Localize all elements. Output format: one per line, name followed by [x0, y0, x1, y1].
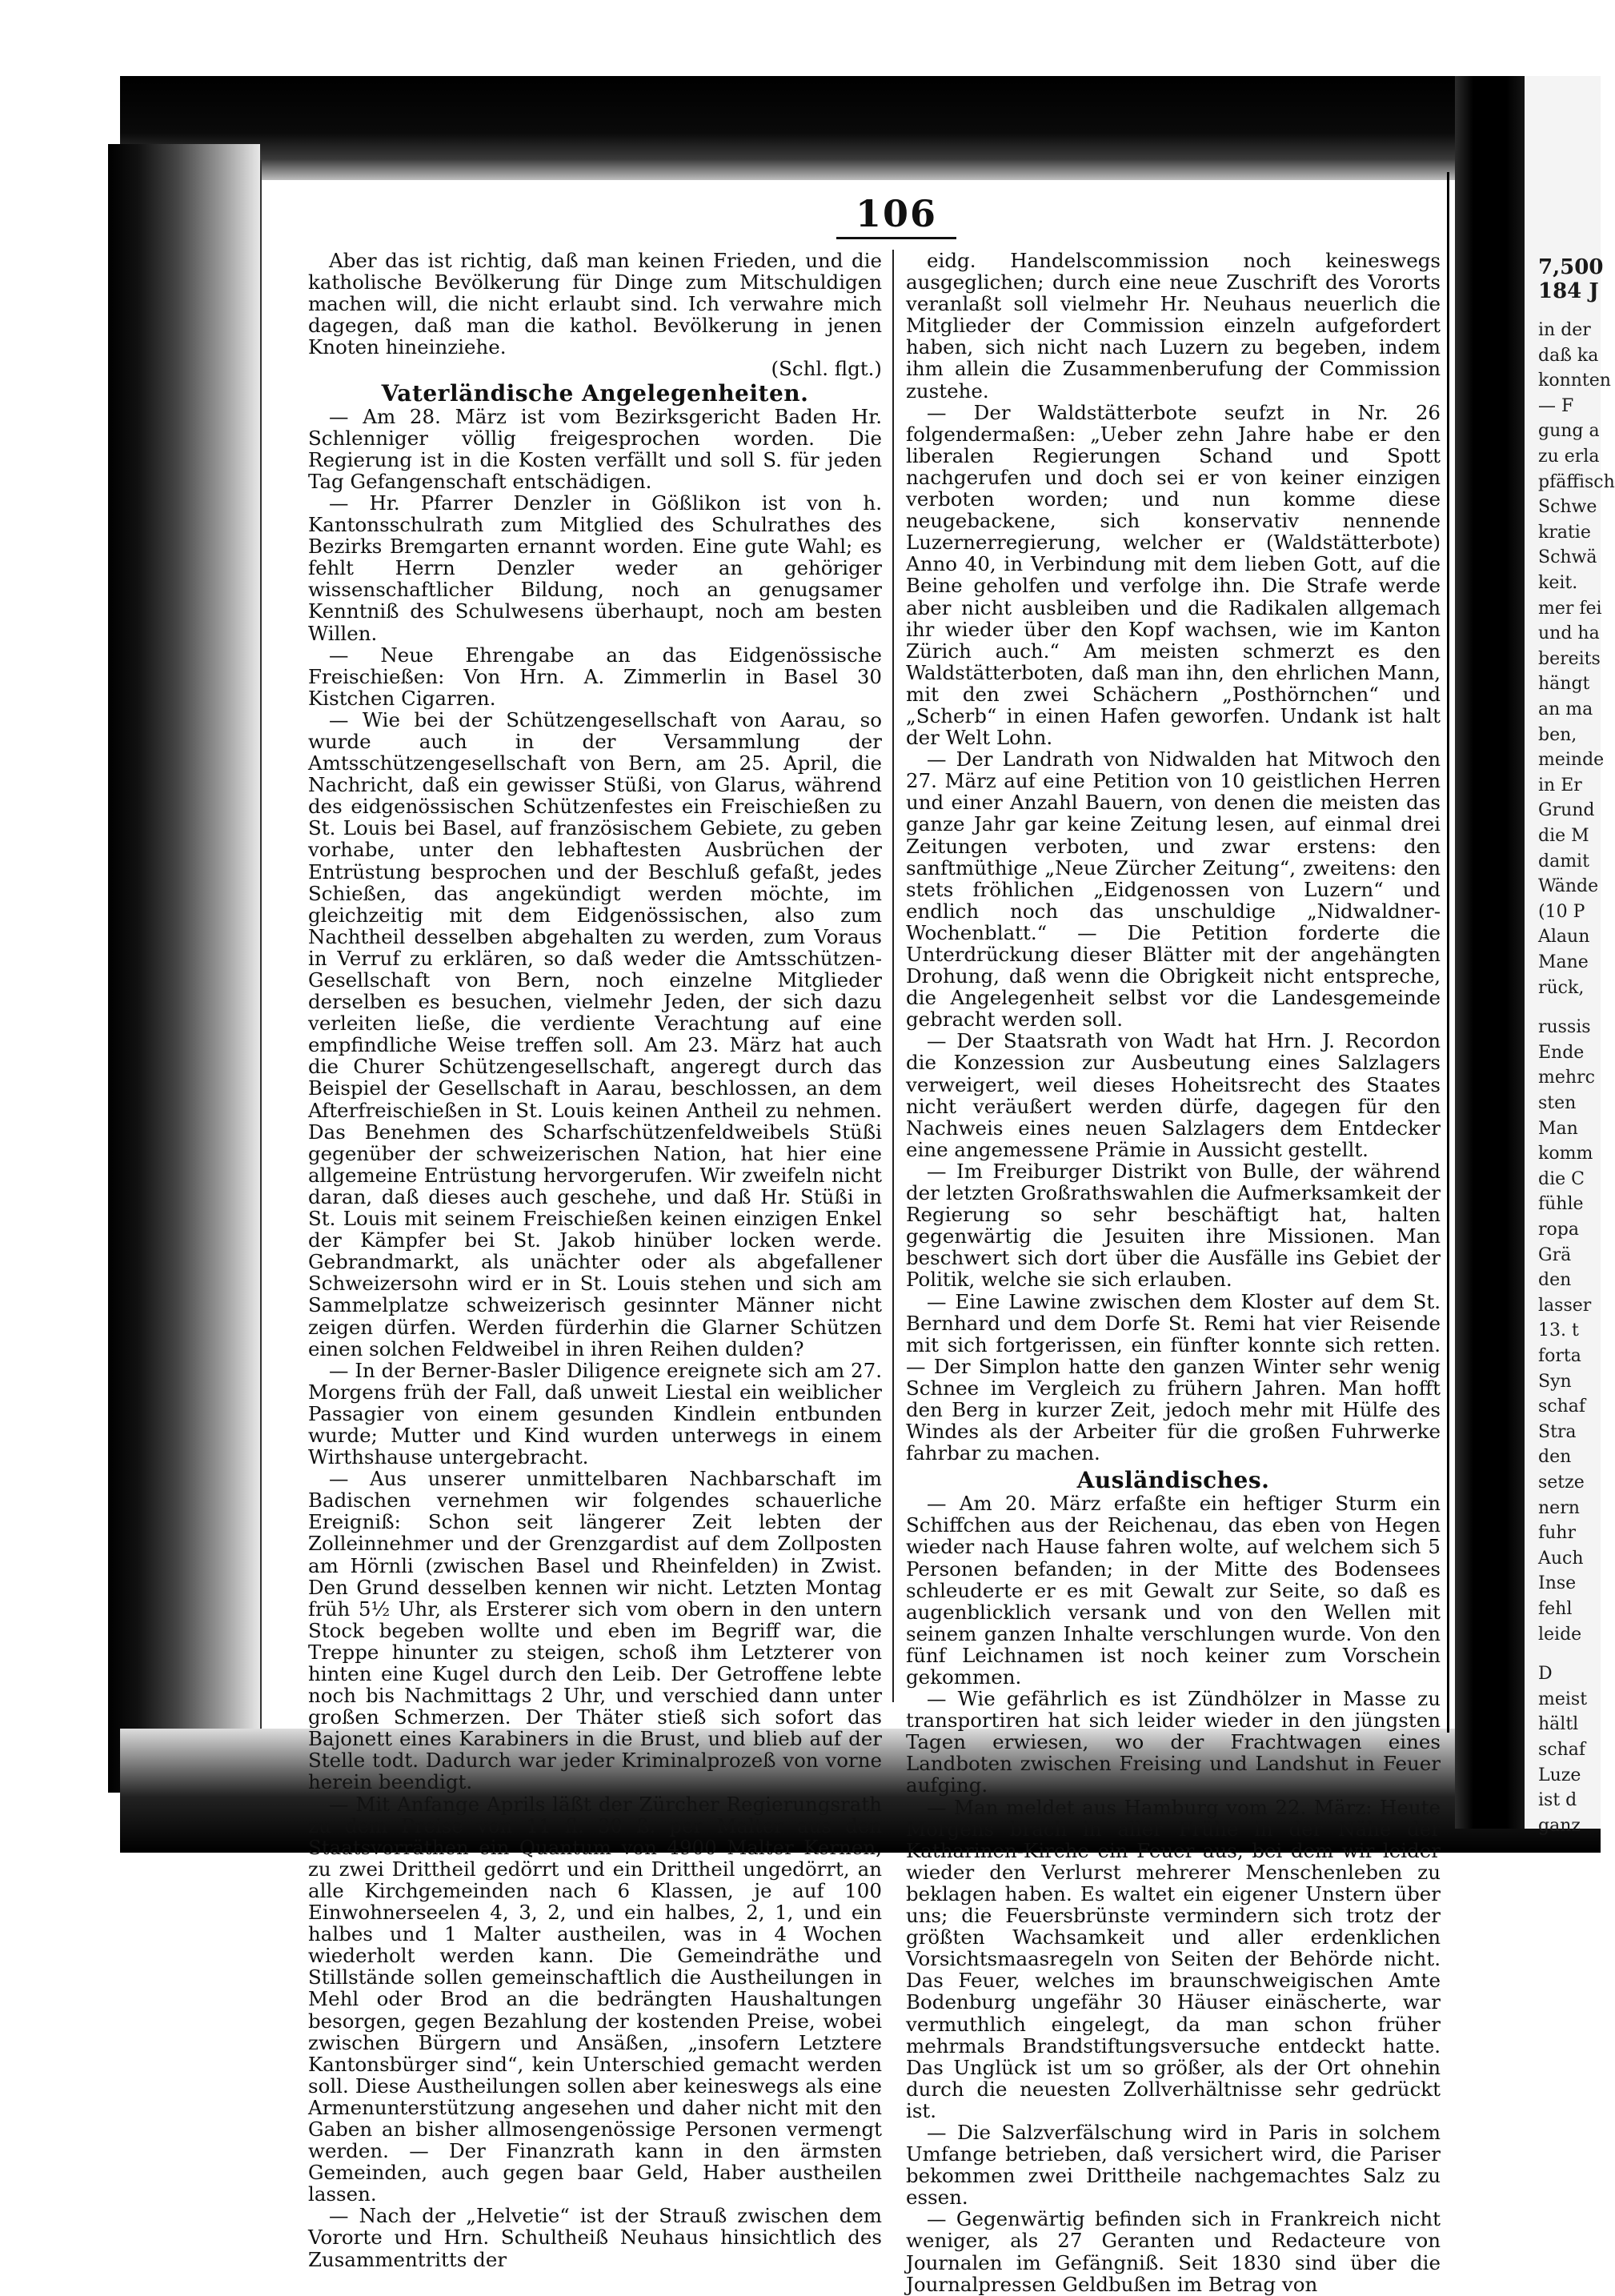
left-column — [308, 250, 882, 2270]
article-paragraph: — Wie gefährlich es ist Zündhölzer in Masse zu transportiren hat sich leider wieder in den jüngsten Tagen erwiesen, wo der Frachtwagen eines Landboten zwischen Freising und Landshut in Feuer aufging. — [906, 1687, 1441, 1797]
facing-page-fragment: Stra — [1538, 1421, 1577, 1442]
facing-page-fragment: konnten — [1538, 371, 1611, 391]
facing-page-fragment: Man — [1538, 1118, 1578, 1139]
facing-page-fragment: daß ka — [1538, 345, 1599, 366]
continuation-note: (Schl. flgt.) — [771, 357, 882, 381]
facing-page-fragment: Wände — [1538, 876, 1599, 897]
facing-page-fragment: zu erla — [1538, 447, 1600, 467]
facing-page-fragment: Auch — [1538, 1548, 1584, 1569]
book-left-edge-shadow — [108, 144, 260, 1793]
article-paragraph: — Im Freiburger Distrikt von Bulle, der während der letzten Großrathswahlen die Aufmerksamkeit der Regierung so sehr beschäftigt hat, halten gegenwärtig die Jesuiten ihre Missionen. Man beschwert sich dort über die Ausfälle ins Gebiet der Politik, welche sie sich erlauben. — [906, 1159, 1441, 1292]
facing-page-fragment: sten — [1538, 1093, 1577, 1113]
facing-page-fragment: rück, — [1538, 977, 1585, 998]
facing-page-fragment: D — [1538, 1664, 1553, 1685]
facing-page-fragment: und ha — [1538, 623, 1600, 644]
section-heading: Ausländisches. — [1076, 1467, 1270, 1494]
facing-page-fragment: komm — [1538, 1144, 1593, 1164]
facing-page-fragment: schaf — [1538, 1740, 1586, 1760]
article-paragraph: eidg. Handelscommission noch keineswegs ausgeglichen; durch eine neue Zuschrift des Vororts veranlaßt soll vielmehr Hr. Neuhaus neuerlich die Mitglieder der Commission einzeln aufgefordert haben, sich nicht nach Luzern zu begeben, indem ihm allein die Zusammenberufung der Commission zustehe. — [906, 249, 1441, 403]
page-left-edge — [260, 160, 262, 1745]
facing-page-fragment: pfäffisch — [1538, 471, 1615, 492]
article-paragraph: — In der Berner-Basler Diligence ereignete sich am 27. Morgens früh der Fall, daß unweit Liestal ein weiblicher Passagier von einem gesunden Kindlein entbunden wurde; Mutter und Kind wurden unterwegs in einem Wirthshause untergebracht. — [308, 1358, 882, 1469]
article-paragraph: Aber das ist richtig, daß man keinen Frieden, und die katholische Bevölkerung für Dinge zum Mitschuldigen machen will, die nicht erlaubt sind. Ich verwahre mich dagegen, daß man die kathol. Bevölkerung in jenen Knoten hineinziehe. — [308, 249, 882, 359]
facing-page-fragment: in Er — [1538, 775, 1582, 795]
scan-top-shadow — [120, 76, 1457, 180]
facing-page-fragment: (10 P — [1538, 901, 1585, 922]
facing-page-fragment: fuhr — [1538, 1523, 1576, 1544]
facing-page-fragment: Schwe — [1538, 497, 1597, 518]
facing-page-fragment: mehrc — [1538, 1068, 1595, 1088]
article-paragraph: — Nach der „Helvetie“ ist der Strauß zwischen dem Vororte und Hrn. Schultheiß Neuhaus hinsichtlich des Zusammentritts der — [308, 2204, 882, 2271]
facing-page-fragment: die M — [1538, 826, 1589, 846]
facing-page-fragment: meist — [1538, 1689, 1588, 1709]
column-divider — [892, 250, 894, 1702]
facing-page-fragment: schaf — [1538, 1396, 1586, 1417]
facing-page-fragment: 13. t — [1538, 1320, 1579, 1341]
facing-page-fragment: gung a — [1538, 421, 1600, 442]
article-paragraph: — Mit Anfange Aprils läßt der Zürcher Regierungsrath zu dem Preise von 11 fl. 30 ß. per Malter aus den Staatsvorräthen ein Quantum von 4900 Malter Kernen, zu zwei Drittheil gedörrt und ein Drittheil ungedörrt, an alle Kirchgemeinden nach 6 Klassen, je auf 100 Einwohnerseelen 4, 3, 2, und ein halbes, 2, 1, und ein halbes und 1 Malter austheilen, was in 4 Wochen wiederholt werden kann. Die Gemeindräthe und Stillstände sollen gemeinschaftlich die Austheilungen in Mehl oder Brod an die bedrängten Haushaltungen besorgen, gegen Bezahlung der kostenden Preise, wobei zwischen Bürgern und Ansäßen, „insofern Letztere Kantonsbürger sind“, kein Unterschied gemacht werden soll. Diese Austheilungen sollen aber keineswegs als eine Armenunterstützung angesehen und daher nicht mit den Gaben an bisher allmosengenössige Personen vermengt werden. — Der Finanzrath kann in den ärmsten Gemeinden, auch gegen baar Geld, Haber austheilen lassen. — [308, 1792, 882, 2206]
facing-page-fragment: russis — [1538, 1017, 1591, 1038]
facing-page-fragment: nern — [1538, 1497, 1580, 1518]
facing-page-fragment: forta — [1538, 1346, 1581, 1366]
right-column — [906, 250, 1441, 2295]
facing-page-fragment: 7,500 — [1538, 255, 1604, 279]
article-paragraph: — Hr. Pfarrer Denzler in Gößlikon ist von h. Kantonsschulrath zum Mitglied des Schulrathes des Bezirks Bremgarten ernannt worden. Eine gute Wahl; es fehlt Herrn Denzler weder an gehöriger wissenschaftlicher Bildung, noch an genugsamer Kenntniß des Schulwesens überhaupt, noch am besten Willen. — [308, 491, 882, 645]
facing-page-fragment: Grä — [1538, 1244, 1572, 1265]
facing-page-fragment: Alaun — [1538, 927, 1590, 948]
facing-page-fragment: ist d — [1538, 1790, 1577, 1811]
article-paragraph: — Am 28. März ist vom Bezirksgericht Baden Hr. Schlenniger völlig freigesprochen worden. Die Regierung ist in die Kosten verfällt und soll S. für jeden Tag Gefangenschaft entschädigen. — [308, 404, 882, 493]
facing-page-fragment: ben, — [1538, 724, 1577, 745]
facing-page-fragment: mer fei — [1538, 598, 1602, 619]
article-paragraph: — Der Staatsrath von Wadt hat Hrn. J. Recordon die Konzession zur Ausbeutung eines Salzlagers verweigert, weil dieses Hoheitsrecht des Staates nicht veräußert werden dürfe, dagegen für den Nachweis eines neuen Salzlagers dem Entdecker eine angemessene Prämie in Aussicht gestellt. — [906, 1029, 1441, 1161]
facing-page-fragment: den — [1538, 1270, 1572, 1291]
facing-page-fragment: fühle — [1538, 1194, 1584, 1215]
facing-page-fragment: den — [1538, 1447, 1572, 1468]
article-paragraph: — Gegenwärtig befinden sich in Frankreich nicht weniger, als 27 Geranten und Redacteure von Journalen im Gefängniß. Seit 1830 sind über die Journalpressen Geldbußen im Betrag von — [906, 2207, 1441, 2296]
facing-page-fragment: 184 J — [1538, 279, 1599, 303]
facing-page-fragment: lasser — [1538, 1295, 1592, 1316]
facing-page-fragment: bereits — [1538, 648, 1601, 669]
facing-page-fragment: ropa — [1538, 1220, 1579, 1240]
facing-page-fragment: Luze — [1538, 1765, 1581, 1785]
article-paragraph: — Eine Lawine zwischen dem Kloster auf dem St. Bernhard und dem Dorfe St. Remi hat vier Reisende mit sich fortgerissen, ein fünfter konnte sich retten. — Der Simplon hatte den ganzen Winter sehr wenig Schnee im Vergleich zu frühern Jahren. Man hofft den Berg in kurzer Zeit, jedoch mehr mit Hülfe des Windes als der Arbeiter für die großen Fuhrwerke fahrbar zu machen. — [906, 1289, 1441, 1465]
article-paragraph: — Am 20. März erfaßte ein heftiger Sturm ein Schiffchen aus der Reichenau, das eben von Hegen wieder nach Hause fahren wolte, auf welchem sich 5 Personen befanden; in der Mitte des Bodensees schleuderte er es mit Gewalt zur Seite, so daß es augenblicklich versank und von den Wellen mit seinem ganzen Inhalte verschlungen wurde. Von den fünf Leichnamen ist noch keiner zum Vorschein gekommen. — [906, 1492, 1441, 1689]
facing-page-fragment: ganz — [1538, 1815, 1581, 1836]
facing-page-fragment: — F — [1538, 395, 1574, 416]
facing-page-fragment: Syn — [1538, 1371, 1572, 1392]
facing-page-fragment: keit. — [1538, 573, 1578, 593]
facing-page-fragment: damit — [1538, 851, 1589, 872]
facing-page-fragment: in der — [1538, 320, 1591, 340]
article-paragraph: — Wie bei der Schützengesellschaft von Aarau, so wurde auch in der Versammlung der Amtsschützengesellschaft von Bern, am 25. April, die Nachricht, daß ein gewisser Stüßi, von Glarus, während des eidgenössischen Schützenfestes ein Freischießen zu St. Louis bei Basel, auf französischem Gebiete, zu geben vorhabe, unter den lebhaftesten Ausbrüchen der Entrüstung besprochen und der Beschluß gefaßt, jedes Schießen, das angekündigt werden möchte, im gleichzeitig mit dem Eidgenössischen, also zum Nachtheil desselben abgehalten zu werden, zum Voraus in Verruf zu erklären, so daß weder die Amtsschützen-Gesellschaft von Bern, noch einzelne Mitglieder derselben es besuchen, vielmehr Jeden, der sich dazu verleiten ließe, die verdiente Verachtung auf eine empfindliche Weise treffen soll. Am 23. März hat auch die Churer Schützengesellschaft, angeregt durch das Beispiel der Gesellschaft in Aarau, beschlossen, an dem Afterfreischießen in St. Louis keinen Antheil zu nehmen. Das Benehmen des Scharfschützenfeldweibels Stüßi gegenüber der schweizerischen Nation, hat hier eine allgemeine Entrüstung hervorgerufen. Wir zweifeln nicht daran, daß dieses auch geschehe, und daß Hr. Stüßi in St. Louis mit seinem Freischießen keinen einzigen Enkel der Kämpfer bei St. Jakob hinüber locken werde. Gebrandmarkt, als unächter oder als abgefallener Schweizersohn wird er in St. Louis stehen und sich am Sammelplatze schweizerisch gesinnter Männer nicht zeigen dürfen. Werden fürderhin die Glarner Schützen einen solchen Feldweibel in ihren Reihen dulden? — [308, 707, 882, 1360]
book-gutter — [1455, 76, 1529, 1829]
facing-page-fragment: Grund — [1538, 800, 1595, 821]
facing-page-fragment: Schwä — [1538, 547, 1597, 568]
page-number: 106 — [832, 192, 960, 239]
article-paragraph: — Man meldet aus Hamburg vom 22. März: Heute Morgens brach in aller Frühe in der Nähe der Katharinen-Kirche ein Feuer aus, bei dem wir leider wieder den Verlurst mehrerer Menschenleben zu beklagen haben. Es waltet ein eigener Unstern über uns; die Feuersbrünste vermindern sich trotz der größten Wachsamkeit und aller erdenklichen Vorsichtsmaasregeln von Seiten der Behörde nicht. Das Feuer, welches im braunschweigischen Amte Bodenburg ungefähr 30 Häuser einäscherte, war vermuthlich eingelegt, da man schon früher mehrmals Brandstiftungsversuche entdeckt hatte. Das Unglück ist um so größer, als der Ort ohnehin durch die neuesten Zollverhältnisse sehr gedrückt ist. — [906, 1795, 1441, 2122]
article-paragraph: — Die Salzverfälschung wird in Paris in solchem Umfange betrieben, daß versichert wird, die Pariser bekommen zwei Drittheile nachgemachtes Salz zu essen. — [906, 2120, 1441, 2210]
facing-page-fragment: Inse — [1538, 1573, 1577, 1594]
facing-page-fragment: meinde — [1538, 750, 1605, 771]
gutter-edge-line — [1447, 172, 1449, 1733]
facing-page-fragment: hängt — [1538, 674, 1590, 695]
facing-page-fragment: Mane — [1538, 952, 1589, 972]
article-paragraph: — Der Waldstätterbote seufzt in Nr. 26 folgendermaßen: „Ueber zehn Jahre habe er den liberalen Regierungen Schand und Spott nachgerufen und doch sei er von keiner einzigen verboten worden; und nun komme diese neugebackene, sich konservativ nennende Luzernerregierung, welcher er (Waldstätterbote) Anno 40, in Verbindung mit dem lieben Gott, auf die Beine geholfen und verfolge ihn. Die Strafe werde aber nicht ausbleiben und die Radikalen allgemach ihr wieder über den Kopf wachsen, wie im Kanton Zürich auch.“ Am meisten schmerzt es den Waldstätterboten, daß man ihn, den ehrlichen Mann, mit den zwei Schächern „Posthörnchen“ und „Scherb“ in einen Hafen geworfen. Undank ist halt der Welt Lohn. — [906, 400, 1441, 750]
facing-page-fragment: fehl — [1538, 1599, 1573, 1619]
facing-page-fragment: setze — [1538, 1473, 1585, 1493]
facing-page-fragment: die C — [1538, 1168, 1585, 1189]
facing-page-fragment: leide — [1538, 1624, 1582, 1645]
article-paragraph: — Aus unserer unmittelbaren Nachbarschaft im Badischen vernehmen wir folgendes schauerliche Ereigniß: Schon seit längerer Zeit lebten der Zolleinnehmer und der Grenzgardist auf dem Zollposten am Hörnli (zwischen Basel und Rheinfelden) in Zwist. Den Grund desselben kennen wir nicht. Letzten Montag früh 5½ Uhr, als Ersterer sich vom obern in den untern Stock begeben wollte und eben im Begriff war, die Treppe hinunter zu steigen, schoß ihm Letzterer von hinten eine Kugel durch den Leib. Der Getroffene lebte noch bis Nachmittags 2 Uhr, und verschied dann unter großen Schmerzen. Der Thäter stieß sich sofort das Bajonett eines Karabiners in die Brust, und blieb auf der Stelle todt. Dadurch war jeder Kriminalprozeß von vorne herein beendigt. — [308, 1467, 882, 1794]
section-heading: Vaterländische Angelegenheiten. — [381, 379, 809, 407]
facing-page-fragment: hältl — [1538, 1714, 1579, 1735]
facing-page-fragment: an ma — [1538, 699, 1593, 719]
article-paragraph: — Neue Ehrengabe an das Eidgenössische Freischießen: Von Hrn. A. Zimmerlin in Basel 30 Kistchen Cigarren. — [308, 643, 882, 710]
facing-page-fragment: Ende — [1538, 1042, 1585, 1063]
article-paragraph: — Der Landrath von Nidwalden hat Mitwoch den 27. März auf eine Petition von 10 geistlichen Herren und einer Anzahl Bauern, von denen die meisten das ganze Jahr gar keine Zeitung lesen, auf einmal drei Zeitungen verboten, und zwar erstens: den sanftmüthige „Neue Zürcher Zeitung“, zweitens: den stets fröhlichen „Eidgenossen von Luzern“ und endlich noch das unschuldige „Nidwaldner-Wochenblatt.“ — Die Petition forderte die Unterdrückung dieser Blätter mit der angehängten Drohung, daß wenn die Obrigkeit nicht entspreche, die Angelegenheit selbst vor die Landesgemeinde gebracht werden soll. — [906, 747, 1441, 1032]
facing-page-fragment: kratie — [1538, 522, 1591, 543]
